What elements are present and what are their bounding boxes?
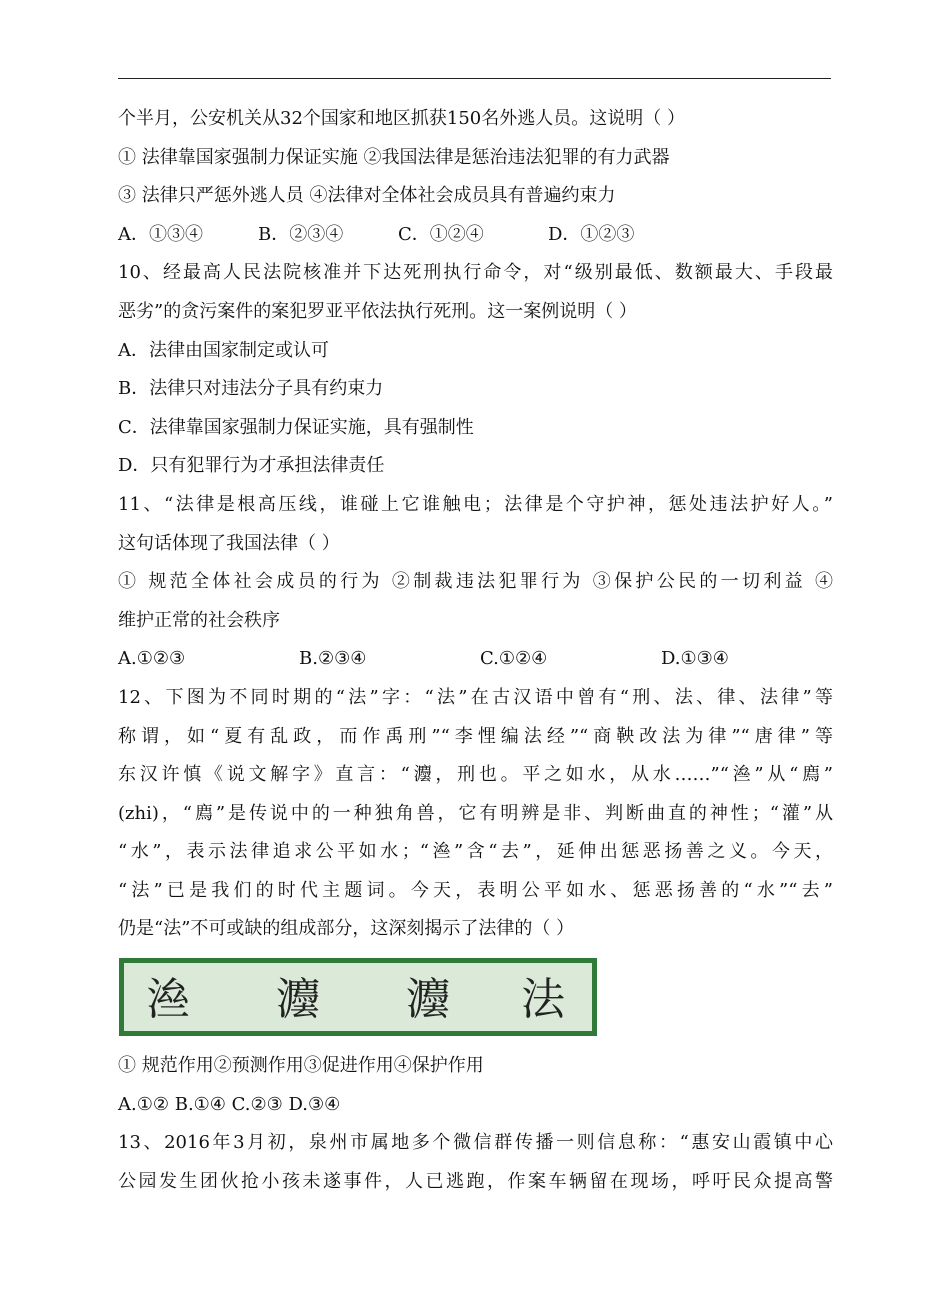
header-rule [118, 78, 831, 79]
q13-stem-line: 13、2016年3月初，泉州市属地多个微信群传播一则信息称：“惠安山霞镇中心 [118, 1132, 833, 1154]
q11-option-d: D.①③④ [661, 648, 729, 670]
page-body [118, 100, 833, 1201]
q10-option-b: B．法律只对违法分子具有约束力 [118, 378, 384, 400]
text-line: ① 法律靠国家强制力保证实施 ②我国法律是惩治违法犯罪的有力武器 [118, 146, 670, 168]
q9-option-d: D．①②③ [548, 223, 635, 245]
q11-options [118, 640, 833, 679]
q9-option-b: B．②③④ [258, 223, 344, 245]
q12-stem-line: “法”已是我们的时代主题词。今天，表明公平如水、惩恶扬善的“水”“去” [118, 879, 833, 901]
q11-option-a: A.①②③ [118, 648, 186, 670]
q9-option-c: C．①②④ [398, 223, 484, 245]
text-line: 个半月，公安机关从32个国家和地区抓获150名外逃人员。这说明（ ） [118, 108, 685, 129]
q10-option-d: D．只有犯罪行为才承担法律责任 [118, 455, 385, 477]
fa-figure-svg [118, 957, 598, 1037]
fa-glyph-2: 灋 [276, 974, 320, 1026]
q10-option-a: A．法律由国家制定或认可 [118, 339, 329, 361]
q11-stem-line: 维护正常的社会秩序 [118, 609, 280, 631]
q11-stem-line: 这句话体现了我国法律（ ） [118, 532, 340, 554]
fa-glyph-1: 㴉 [146, 974, 190, 1026]
q13-stem-line: 公园发生团伙抢小孩未遂事件，人已逃跑，作案车辆留在现场，呼吁民众提高警 [118, 1170, 833, 1192]
q12-stem-line: 仍是“法”不可或缺的组成部分，这深刻揭示了法律的（ ） [118, 918, 575, 940]
fa-glyph-3: 灋 [406, 974, 450, 1026]
q12-choices-line: ① 规范作用②预测作用③促进作用④保护作用 [118, 1055, 484, 1077]
q11-option-c: C.①②④ [480, 648, 548, 670]
fa-glyph-4: 法 [521, 974, 565, 1026]
q12-stem-line: 东汉许慎《说文解字》直言：“灋，刑也。平之如水，从水……”“㴉”从“廌” [118, 764, 833, 786]
fa-character-evolution-figure [118, 957, 598, 1037]
q10-option-c: C．法律靠国家强制力保证实施，具有强制性 [118, 416, 474, 438]
q11-stem-line: ① 规范全体社会成员的行为 ②制裁违法犯罪行为 ③保护公民的一切利益 ④ [118, 571, 833, 593]
q11-option-b: B.②③④ [299, 648, 367, 670]
q12-stem-line: 12、下图为不同时期的“法”字：“法”在古汉语中曾有“刑、法、律、法律”等 [118, 686, 833, 708]
q9-option-a: A．①③④ [118, 223, 203, 245]
q11-stem-line: 11、“法律是根高压线，谁碰上它谁触电；法律是个守护神，惩处违法护好人。” [118, 493, 833, 515]
q9-options [118, 216, 833, 255]
q10-stem-line: 恶劣”的贪污案件的案犯罗亚平依法执行死刑。这一案例说明（ ） [118, 300, 637, 322]
q12-stem-line: (zhi)，“廌”是传说中的一种独角兽，它有明辨是非、判断曲直的神性；“灌”从 [118, 802, 833, 824]
q12-stem-line: 称谓，如“夏有乱政，而作禹刑”“李悝编法经”“商鞅改法为律”“唐律”等 [118, 725, 833, 747]
q12-options: A.①② B.①④ C.②③ D.③④ [118, 1093, 341, 1115]
q12-stem-line: “水”，表示法律追求公平如水；“㴉”含“去”，延伸出惩恶扬善之义。今天， [118, 841, 833, 863]
q10-stem-line: 10、经最高人民法院核准并下达死刑执行命令，对“级别最低、数额最大、手段最 [118, 262, 833, 284]
text-line: ③ 法律只严惩外逃人员 ④法律对全体社会成员具有普遍约束力 [118, 185, 616, 207]
